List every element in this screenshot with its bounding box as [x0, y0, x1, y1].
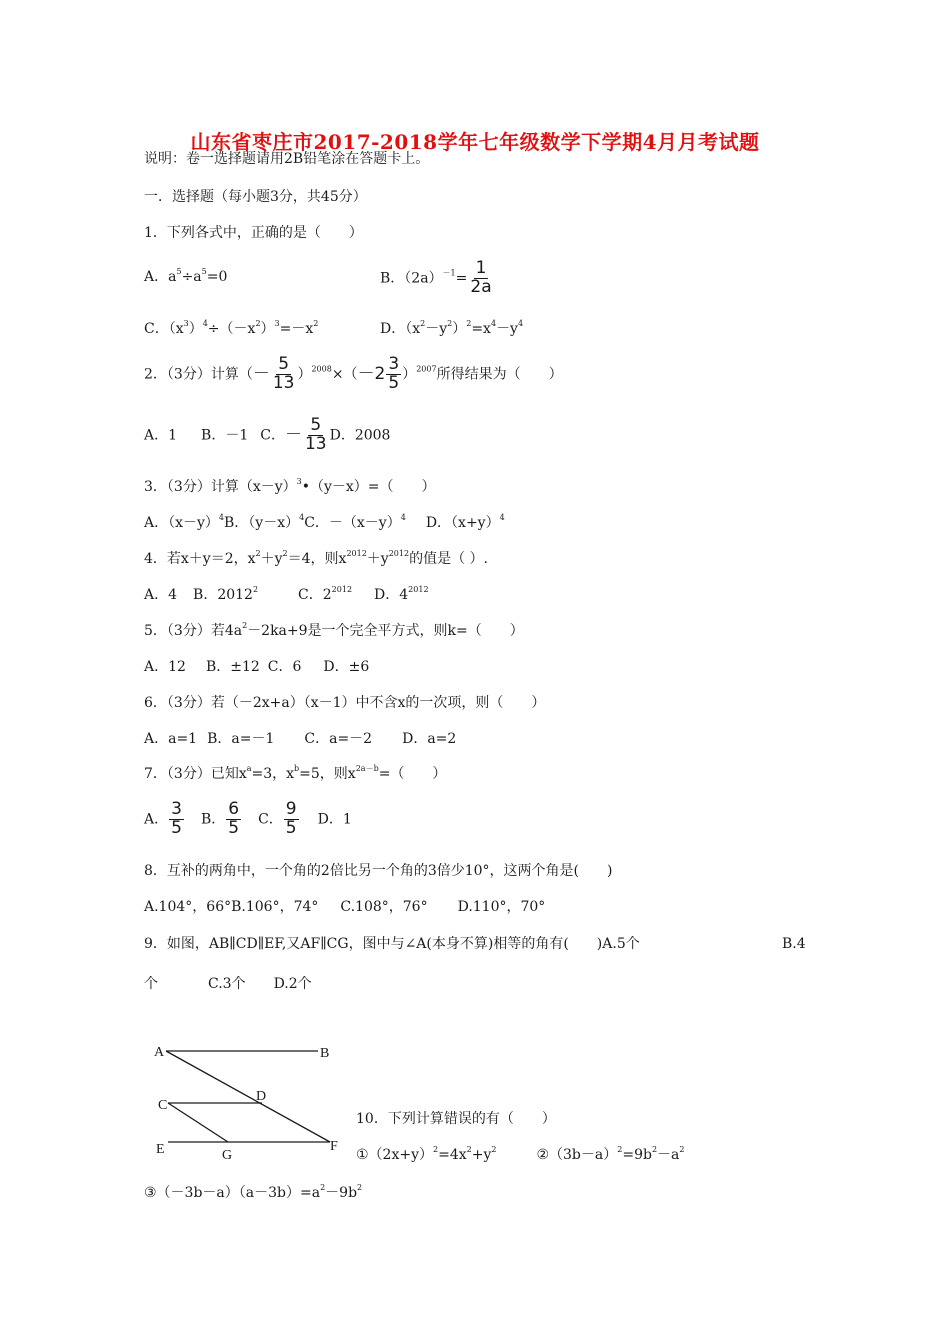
segment-af: [166, 1051, 330, 1142]
question-8-options: A.104°，66°B.106°，74° C.108°，76° D.110°，70°: [144, 899, 546, 915]
point-label-b: B: [320, 1046, 330, 1061]
question-9-options-cont: 个 C.3个 D.2个: [144, 976, 312, 992]
question-6-stem: 6．（3分）若（－2x+a）（x－1）中不含x的一次项，则（ ）: [144, 695, 546, 711]
question-9-option-b: B.4: [782, 936, 806, 952]
question-5-stem: 5．（3分）若$4a^2-2ka+9$是一个完全平方式，则k=（ ）: [144, 621, 524, 639]
point-label-e: E: [156, 1142, 165, 1157]
point-label-f: F: [330, 1139, 338, 1154]
question-1-option-d: D．$(x^2-y^2)^2=x^4-y^4$: [380, 319, 524, 337]
point-label-a: A: [154, 1045, 165, 1060]
question-10-items-1-2: $①(2x+y)^2=4x^2+y^2$ $②(3b-a)^2=9b^2-a^2$: [356, 1145, 685, 1163]
question-10-item-3: $③(-3b-a)(a-3b)=a^2-9b^2$: [144, 1183, 363, 1201]
question-1-stem: 1．下列各式中，正确的是（ ）: [144, 225, 363, 241]
page-title: 山东省枣庄市2017-2018学年七年级数学下学期4月月考试题: [190, 130, 760, 154]
point-label-d: D: [256, 1089, 267, 1104]
point-label-c: C: [158, 1098, 168, 1113]
question-2-options: A．1 B．－1 C． － 5 13 D．2008: [144, 415, 391, 454]
question-6-options: A．a=1 B．a=－1 C．a=－2 D．a=2: [144, 731, 457, 747]
section-heading: 一．选择题（每小题3分，共45分）: [144, 189, 367, 205]
question-3-stem: 3．（3分）计算$(x-y)^3•(y-x)=$（ ）: [144, 477, 436, 495]
question-4-options: A．4 B．2012$^2$ C．$2^{2012}$ D．$4^{2012}$: [144, 585, 429, 603]
question-7-stem: 7．（3分）已知$x^a=3$，$x^b=5$，则$x^{2a-b}=$（ ）: [144, 764, 447, 782]
question-1-option-b: B．$(2a)^{-1}=$ $\frac{1}{2a}$: [380, 258, 492, 297]
question-4-stem: 4．若x＋y＝2，$x^2+y^2=4$，则$x^{2012}+y^{2012}$的值是（ ）.: [144, 549, 488, 567]
question-5-options: A．12 B．±12 C．6 D．±6: [144, 659, 370, 675]
question-1-option-a: A．$a^5\div a^5=0$: [144, 267, 228, 285]
point-label-g: G: [222, 1148, 233, 1163]
question-10-stem: 10．下列计算错误的有（ ）: [356, 1111, 556, 1127]
segment-cg: [168, 1103, 228, 1142]
parallel-lines-figure: [150, 1040, 350, 1170]
question-2-stem: 2．（3分）计算（ － 5 13 ）$^{2008}$×（ －2 3 5 ）$^{2007}$所得结果为（ ）: [144, 354, 563, 393]
instruction-note: 说明：卷一选择题请用2B铅笔涂在答题卡上。: [144, 151, 430, 167]
question-3-options: A．$(x-y)^4B$．$(y-x)^4C$．$-(x-y)^4$ D．$(x+y)^4$: [144, 513, 505, 531]
question-9-stem: 9．如图，AB∥CD∥EF,又AF∥CG，图中与∠A(本身不算)相等的角有( )A.5个: [144, 936, 640, 952]
question-7-options: A． $\frac{3}{5}$ B． $\frac{6}{5}$ C． $\frac{9}{5}$ D．1: [144, 799, 352, 838]
question-8-stem: 8．互补的两角中，一个角的2倍比另一个角的3倍少10°，这两个角是( ): [144, 863, 613, 879]
question-1-option-c: C．$(x^3)^4\div(-x^2)^3=-x^2$: [144, 319, 319, 337]
